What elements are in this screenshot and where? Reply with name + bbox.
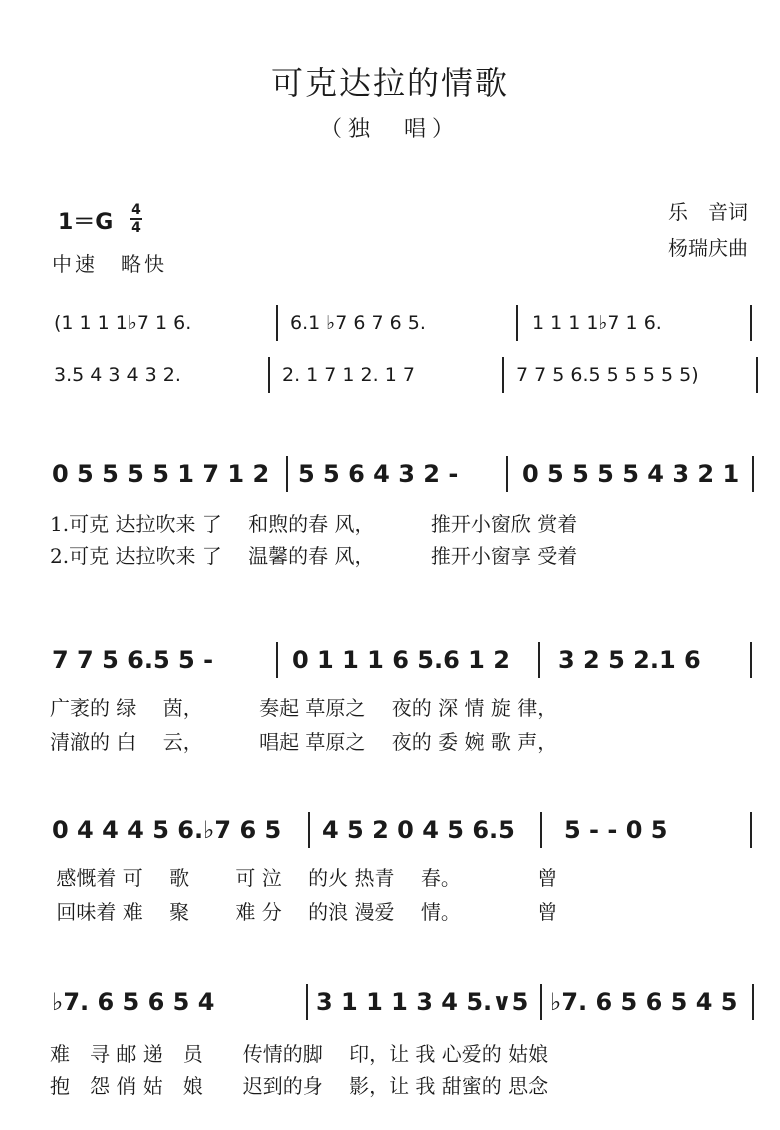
system-2-lyric-verse-2: 清澈的 白 云， 唱起 草原之 夜的 委 婉 歌 声， [50, 730, 558, 754]
intro-line-1 [50, 305, 760, 341]
composer-credit: 杨瑞庆曲 [668, 236, 748, 260]
intro-1-measure-1: (1 1 1 1♭7 1 6. [54, 312, 192, 334]
system-2-measure-2: 0 1 1 1 6 5.6 1 2 [292, 646, 510, 674]
barline [750, 812, 752, 848]
system-1-measure-1: 0 5 5 5 5 1 7 1 2 [52, 460, 270, 488]
barline [516, 305, 518, 341]
barline [308, 812, 310, 848]
system-1-lyric-verse-1: 1.可克 达拉吹来 了 和煦的春 风， 推开小窗欣 赏着 [50, 512, 578, 536]
intro-1-measure-2: 6.1 ♭7 6 7 6 5. [290, 312, 426, 334]
barline [752, 984, 754, 1020]
barline [286, 456, 288, 492]
barline [506, 456, 508, 492]
meter-top: 4 [131, 202, 141, 218]
intro-line-2 [50, 357, 760, 393]
system-3-notes [50, 812, 760, 848]
time-signature [130, 203, 142, 235]
barline [752, 456, 754, 492]
system-4-measure-2: 3 1 1 1 3 4 5.∨5 [316, 988, 529, 1016]
system-2-measure-3: 3 2 5 2.1 6 [558, 646, 701, 674]
barline [540, 984, 542, 1020]
meter-bottom: 4 [131, 220, 141, 236]
intro-2-measure-2: 2. 1 7 1 2. 1 7 [282, 364, 415, 386]
system-4-lyric-verse-1: 难 寻 邮 递 员 传情的脚 印，让 我 心爱的 姑娘 [50, 1042, 549, 1066]
system-1-notes [50, 456, 760, 492]
intro-1-measure-3: 1 1 1 1♭7 1 6. [532, 312, 662, 334]
barline [756, 357, 758, 393]
system-1-measure-3: 0 5 5 5 5 4 3 2 1 [522, 460, 740, 488]
lyricist-credit: 乐 音词 [668, 200, 748, 224]
intro-2-measure-1: 3.5 4 3 4 3 2. [54, 364, 181, 386]
barline [750, 305, 752, 341]
song-title: 可克达拉的情歌 [270, 64, 509, 102]
system-4-measure-1: ♭7. 6 5 6 5 4 [52, 988, 215, 1016]
system-1-lyric-verse-2: 2.可克 达拉吹来 了 温馨的春 风， 推开小窗享 受着 [50, 544, 578, 568]
intro-2-measure-3: 7 7 5 6.5 5 5 5 5 5) [516, 364, 699, 386]
barline [306, 984, 308, 1020]
system-3-lyric-verse-1: 感慨着 可 歌 可 泣 的火 热青 春。 曾 [50, 866, 558, 890]
song-subtitle: （独 唱） [319, 117, 460, 142]
barline [276, 642, 278, 678]
system-4-lyric-verse-2: 抱 怨 俏 姑 娘 迟到的身 影，让 我 甜蜜的 思念 [50, 1074, 549, 1098]
system-4-measure-3: ♭7. 6 5 6 5 4 5 [550, 988, 738, 1016]
barline [750, 642, 752, 678]
barline [268, 357, 270, 393]
barline [502, 357, 504, 393]
barline [276, 305, 278, 341]
system-1-measure-2: 5 5 6 4 3 2 - [298, 460, 459, 488]
barline [540, 812, 542, 848]
system-2-notes [50, 642, 760, 678]
system-3-measure-1: 0 4 4 4 5 6.♭7 6 5 [52, 816, 282, 844]
system-4-notes [50, 984, 760, 1020]
system-3-lyric-verse-2: 回味着 难 聚 难 分 的浪 漫爱 情。 曾 [50, 900, 558, 924]
system-2-measure-1: 7 7 5 6.5 5 - [52, 646, 214, 674]
barline [538, 642, 540, 678]
key-signature: 1＝G [58, 210, 114, 235]
system-3-measure-2: 4 5 2 0 4 5 6.5 [322, 816, 515, 844]
system-2-lyric-verse-1: 广袤的 绿 茵， 奏起 草原之 夜的 深 情 旋 律， [50, 696, 558, 720]
tempo-marking: 中速 略快 [52, 252, 167, 276]
system-3-measure-3: 5 - - 0 5 [564, 816, 668, 844]
